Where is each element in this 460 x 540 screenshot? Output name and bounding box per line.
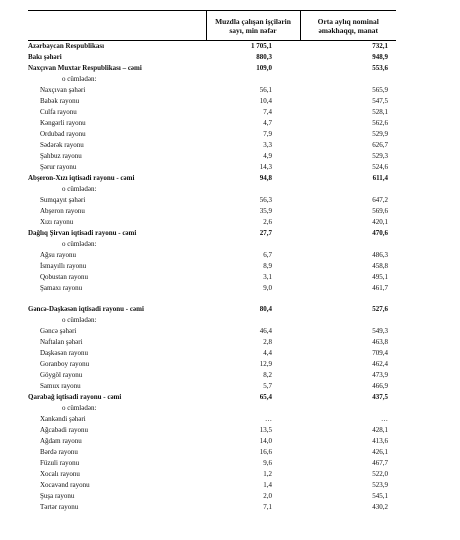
row-average-wage: 527,6 — [372, 305, 388, 313]
row-name: Sədərək rayonu — [40, 141, 84, 149]
row-average-wage: 462,4 — [372, 360, 388, 368]
table-row-subheading — [28, 403, 396, 414]
row-average-wage — [300, 294, 396, 304]
statistics-table — [28, 10, 396, 513]
row-average-wage: 523,9 — [372, 481, 388, 489]
row-average-wage — [300, 184, 396, 195]
table-row-total — [28, 228, 396, 239]
table-row — [28, 250, 396, 261]
row-name: Göygöl rayonu — [40, 371, 83, 379]
row-average-wage: 426,1 — [372, 448, 388, 456]
row-employees: 880,3 — [256, 53, 272, 61]
row-average-wage — [300, 403, 396, 414]
row-employees: 1,4 — [263, 481, 272, 489]
row-employees: 7,9 — [263, 130, 272, 138]
row-name: Gəncə şəhəri — [40, 327, 77, 335]
table-row — [28, 359, 396, 370]
row-average-wage: 463,8 — [372, 338, 388, 346]
row-average-wage: 569,6 — [372, 207, 388, 215]
table-row — [28, 480, 396, 491]
row-employees: 65,4 — [259, 393, 272, 401]
row-employees: 4,7 — [263, 119, 272, 127]
row-employees: … — [265, 415, 272, 423]
table-row — [28, 162, 396, 173]
row-average-wage: 553,6 — [372, 64, 388, 72]
row-average-wage: 486,3 — [372, 251, 388, 259]
row-employees: 16,6 — [259, 448, 272, 456]
row-employees: 7,4 — [263, 108, 272, 116]
row-average-wage: 529,9 — [372, 130, 388, 138]
row-name: Şuşa rayonu — [40, 492, 75, 500]
row-name — [28, 294, 206, 304]
row-name: Xocavənd rayonu — [40, 481, 90, 489]
table-row — [28, 370, 396, 381]
table-row — [28, 491, 396, 502]
row-employees: 80,4 — [259, 305, 272, 313]
row-average-wage: 522,0 — [372, 470, 388, 478]
table-row-total — [28, 173, 396, 184]
row-name: İsmayıllı rayonu — [40, 262, 87, 270]
table-header — [28, 11, 396, 41]
row-employees: 7,1 — [263, 503, 272, 511]
row-name: Naxçıvan Muxtar Respublikası – cəmi — [28, 64, 142, 72]
row-employees: 5,7 — [263, 382, 272, 390]
row-average-wage: 495,1 — [372, 273, 388, 281]
table-row — [28, 140, 396, 151]
row-name: Bərdə rayonu — [40, 448, 78, 456]
table-row — [28, 469, 396, 480]
table-row — [28, 348, 396, 359]
row-employees — [206, 239, 300, 250]
table-row — [28, 261, 396, 272]
table-row-total — [28, 63, 396, 74]
row-employees: 9,6 — [263, 459, 272, 467]
row-name: Xocalı rayonu — [40, 470, 80, 478]
row-name: Tərtər rayonu — [40, 503, 79, 511]
row-average-wage: 565,9 — [372, 86, 388, 94]
table-row — [28, 107, 396, 118]
table-row-total — [28, 41, 396, 53]
row-average-wage: 524,6 — [372, 163, 388, 171]
table-row — [28, 85, 396, 96]
row-name: Sumqayıt şəhəri — [40, 196, 86, 204]
table-row — [28, 326, 396, 337]
table-body — [28, 41, 396, 514]
header-average-wage: Orta aylıq nominal əməkhaqqı, manat — [300, 11, 396, 41]
row-average-wage: 430,2 — [372, 503, 388, 511]
table-row — [28, 96, 396, 107]
row-name: Samux rayonu — [40, 382, 81, 390]
row-name: Ağcabədi rayonu — [40, 426, 89, 434]
row-name: Dağlıq Şirvan iqtisadi rayonu - cəmi — [28, 229, 137, 237]
table-row — [28, 458, 396, 469]
row-name: Füzuli rayonu — [40, 459, 80, 467]
row-name: Xankəndi şəhəri — [40, 415, 86, 423]
row-average-wage: 467,7 — [372, 459, 388, 467]
row-employees: 3,3 — [263, 141, 272, 149]
row-name: o cümlədən: — [62, 240, 97, 248]
row-employees — [206, 74, 300, 85]
row-employees: 4,9 — [263, 152, 272, 160]
row-employees: 1,2 — [263, 470, 272, 478]
row-employees: 35,9 — [259, 207, 272, 215]
row-name: o cümlədən: — [62, 185, 97, 193]
row-name: o cümlədən: — [62, 75, 97, 83]
row-employees: 6,7 — [263, 251, 272, 259]
table-row-total — [28, 304, 396, 315]
row-name: Ordubad rayonu — [40, 130, 86, 138]
row-employees: 8,2 — [263, 371, 272, 379]
row-average-wage: 437,5 — [372, 393, 388, 401]
row-average-wage — [300, 239, 396, 250]
row-employees — [206, 184, 300, 195]
row-average-wage — [300, 74, 396, 85]
row-employees: 4,4 — [263, 349, 272, 357]
row-name: Gəncə-Daşkəsən iqtisadi rayonu - cəmi — [28, 305, 144, 313]
row-name: Culfa rayonu — [40, 108, 77, 116]
row-employees: 56,1 — [259, 86, 272, 94]
row-employees: 14,0 — [259, 437, 272, 445]
row-name: o cümlədən: — [62, 316, 97, 324]
row-average-wage: 529,3 — [372, 152, 388, 160]
row-employees: 13,5 — [259, 426, 272, 434]
row-average-wage: 420,1 — [372, 218, 388, 226]
table-row — [28, 283, 396, 294]
table-row-total — [28, 52, 396, 63]
row-average-wage: 626,7 — [372, 141, 388, 149]
row-name: Naxçıvan şəhəri — [40, 86, 86, 94]
row-employees: 1 705,1 — [251, 42, 272, 50]
row-average-wage: 948,9 — [372, 53, 388, 61]
row-name: Bakı şəhəri — [28, 53, 62, 61]
row-name: Naftalan şəhəri — [40, 338, 83, 346]
row-name: Goranboy rayonu — [40, 360, 90, 368]
row-employees — [206, 403, 300, 414]
table-row-subheading — [28, 315, 396, 326]
row-average-wage: 611,4 — [372, 174, 388, 182]
row-average-wage: 473,9 — [372, 371, 388, 379]
row-name: Abşeron-Xızı iqtisadi rayonu - cəmi — [28, 174, 135, 182]
table-row — [28, 195, 396, 206]
table-row — [28, 447, 396, 458]
row-employees: 9,0 — [263, 284, 272, 292]
table-row — [28, 151, 396, 162]
row-employees — [206, 315, 300, 326]
row-name: Babək rayonu — [40, 97, 80, 105]
table-row — [28, 206, 396, 217]
table-row — [28, 272, 396, 283]
table-row-total — [28, 392, 396, 403]
row-name: Qarabağ iqtisadi rayonu - cəmi — [28, 393, 122, 401]
row-average-wage: 547,5 — [372, 97, 388, 105]
header-region — [28, 11, 206, 41]
row-average-wage: 466,9 — [372, 382, 388, 390]
row-employees — [206, 294, 300, 304]
row-average-wage: 709,4 — [372, 349, 388, 357]
row-name: Ağsu rayonu — [40, 251, 76, 259]
table-row — [28, 337, 396, 348]
table-row — [28, 129, 396, 140]
row-employees: 10,4 — [259, 97, 272, 105]
row-employees: 27,7 — [259, 229, 272, 237]
row-name: o cümlədən: — [62, 404, 97, 412]
row-name: Kəngərli rayonu — [40, 119, 86, 127]
row-average-wage: 461,7 — [372, 284, 388, 292]
row-name: Ağdam rayonu — [40, 437, 82, 445]
row-name: Abşeron rayonu — [40, 207, 85, 215]
row-average-wage — [300, 315, 396, 326]
row-average-wage: 549,3 — [372, 327, 388, 335]
row-average-wage: 647,2 — [372, 196, 388, 204]
row-employees: 14,3 — [259, 163, 272, 171]
table-row — [28, 414, 396, 425]
table-row — [28, 381, 396, 392]
row-average-wage: 458,8 — [372, 262, 388, 270]
row-average-wage: 470,6 — [372, 229, 388, 237]
row-average-wage: 413,6 — [372, 437, 388, 445]
row-name: Şərur rayonu — [40, 163, 77, 171]
row-average-wage: 545,1 — [372, 492, 388, 500]
row-name: Şamaxı rayonu — [40, 284, 83, 292]
row-average-wage: 562,6 — [372, 119, 388, 127]
row-employees: 94,8 — [259, 174, 272, 182]
row-average-wage: 732,1 — [372, 42, 388, 50]
table-row — [28, 436, 396, 447]
row-employees: 109,0 — [256, 64, 272, 72]
row-name: Xızı rayonu — [40, 218, 74, 226]
row-average-wage: … — [381, 415, 388, 423]
row-employees: 3,1 — [263, 273, 272, 281]
row-name: Qobustan rayonu — [40, 273, 89, 281]
table-row — [28, 425, 396, 436]
table-row — [28, 217, 396, 228]
table-row-subheading — [28, 74, 396, 85]
row-employees: 2,8 — [263, 338, 272, 346]
row-employees: 56,3 — [259, 196, 272, 204]
row-employees: 46,4 — [259, 327, 272, 335]
row-name: Şahbuz rayonu — [40, 152, 82, 160]
row-employees: 12,9 — [259, 360, 272, 368]
table-row — [28, 118, 396, 129]
row-employees: 2,0 — [263, 492, 272, 500]
table-row — [28, 502, 396, 513]
row-employees: 2,6 — [263, 218, 272, 226]
row-employees: 8,9 — [263, 262, 272, 270]
row-average-wage: 528,1 — [372, 108, 388, 116]
header-employees: Muzdla çalışan işçilərin sayı, min nəfər — [206, 11, 300, 41]
row-name: Daşkəsən rayonu — [40, 349, 89, 357]
table-row-subheading — [28, 184, 396, 195]
row-average-wage: 428,1 — [372, 426, 388, 434]
table-row-spacer — [28, 294, 396, 304]
table-row-subheading — [28, 239, 396, 250]
row-name: Azərbaycan Respublikası — [28, 42, 105, 50]
